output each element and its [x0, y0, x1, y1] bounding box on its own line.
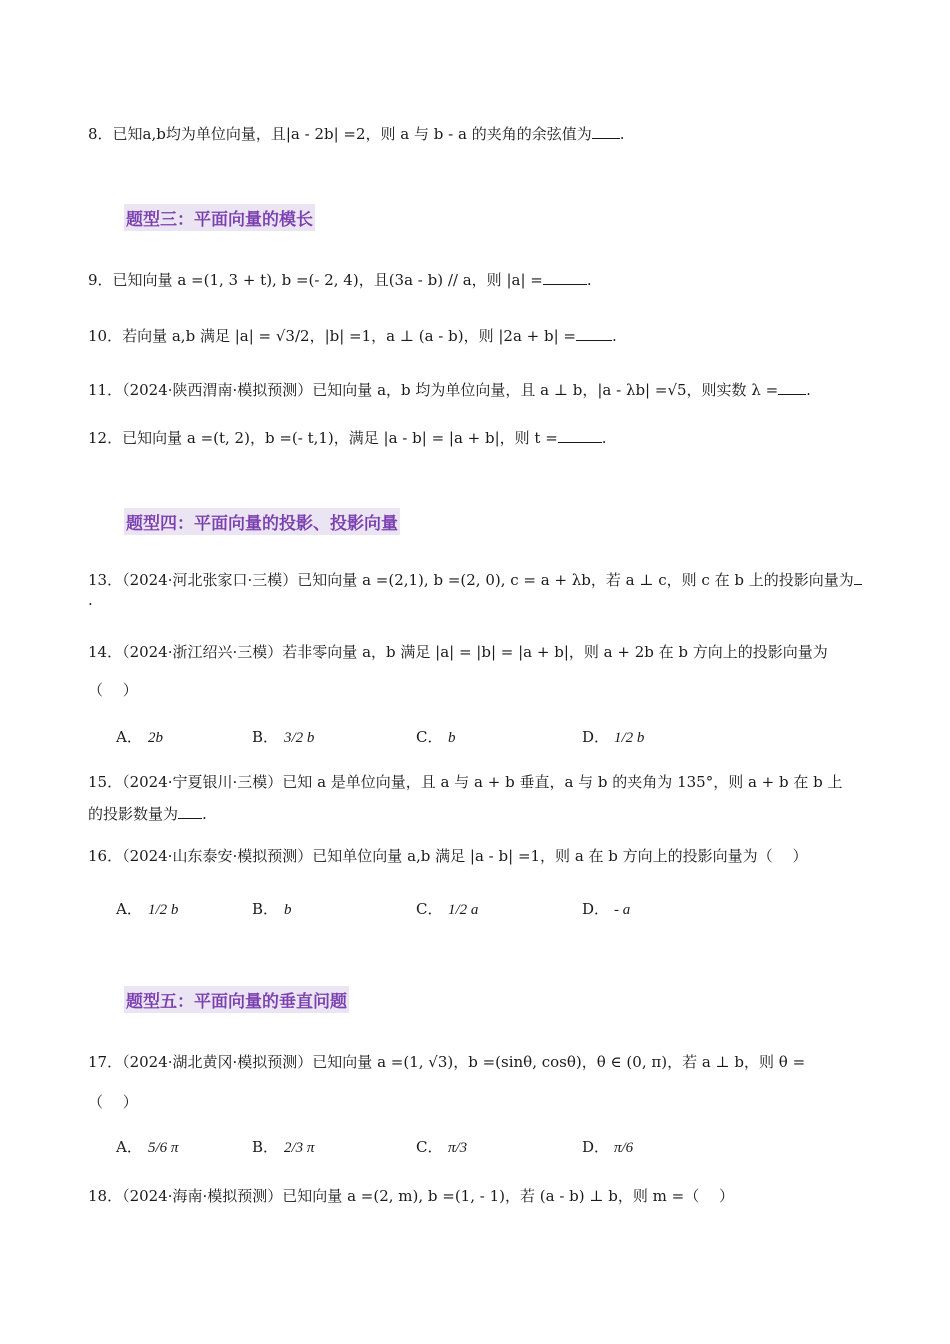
option-c[interactable]: C． π/3 — [416, 1138, 468, 1156]
answer-blank — [178, 804, 202, 819]
question-17: 17．（2024·湖北黄冈·模拟预测）已知向量 a =(1, √3)，b =(sinθ, cosθ)，θ ∈ (0, π)，若 a ⊥ b，则 θ = — [88, 1053, 806, 1071]
option-a[interactable]: A． 1/2 b — [116, 900, 179, 918]
option-a[interactable]: A． 2b — [116, 728, 163, 746]
option-d[interactable]: D． 1/2 b — [582, 728, 645, 746]
question-14: 14．（2024·浙江绍兴·三模）若非零向量 a，b 满足 |a| = |b| = |a + b|，则 a + 2b 在 b 方向上的投影向量为 — [88, 643, 828, 661]
option-b[interactable]: B． 2/3 π — [252, 1138, 315, 1156]
question-18: 18．（2024·海南·模拟预测）已知向量 a =(2, m), b =(1, - 1)，若 (a - b) ⊥ b，则 m =（ ） — [88, 1187, 734, 1205]
question-9: 9．已知向量 a =(1, 3 + t), b =(- 2, 4)，且(3a - b) // a，则 |a| = . — [88, 271, 592, 289]
question-12: 12．已知向量 a =(t, 2)，b =(- t,1)，满足 |a - b| = |a + b|，则 t = . — [88, 429, 607, 447]
option-c[interactable]: C． 1/2 a — [416, 900, 479, 918]
answer-blank — [592, 124, 620, 139]
option-a[interactable]: A． 5/6 π — [116, 1138, 179, 1156]
question-10: 10．若向量 a,b 满足 |a| = √3/2，|b| =1，a ⊥ (a - b)，则 |2a + b| = . — [88, 327, 617, 345]
section-heading-3: 题型三：平面向量的模长 — [124, 204, 315, 231]
option-b[interactable]: B． b — [252, 900, 292, 918]
question-11: 11．（2024·陕西渭南·模拟预测）已知向量 a，b 均为单位向量，且 a ⊥ b，|a - λb| =√5，则实数 λ = . — [88, 381, 811, 399]
question-16: 16．（2024·山东泰安·模拟预测）已知单位向量 a,b 满足 |a - b| =1，则 a 在 b 方向上的投影向量为（ ） — [88, 847, 808, 865]
section-heading-5: 题型五：平面向量的垂直问题 — [124, 986, 349, 1013]
question-15: 15．（2024·宁夏银川·三模）已知 a 是单位向量，且 a 与 a + b 垂直，a 与 b 的夹角为 135°，则 a + b 在 b 上 — [88, 773, 843, 791]
option-d[interactable]: D． - a — [582, 900, 631, 918]
answer-blank — [778, 380, 806, 395]
option-d[interactable]: D． π/6 — [582, 1138, 634, 1156]
answer-blank — [543, 270, 587, 285]
option-c[interactable]: C． b — [416, 728, 456, 746]
answer-blank — [576, 326, 612, 341]
question-15-cont: 的投影数量为 . — [88, 805, 207, 823]
question-13: 13．（2024·河北张家口·三模）已知向量 a =(2,1), b =(2, 0), c = a + λb，若 a ⊥ c，则 c 在 b 上的投影向量为 . — [88, 570, 868, 610]
answer-blank — [854, 570, 862, 585]
section-heading-4: 题型四：平面向量的投影、投影向量 — [124, 508, 400, 535]
question-8: 8．已知a,b均为单位向量，且|a - 2b| =2，则 a 与 b - a 的夹角的余弦值为 . — [88, 125, 625, 143]
question-14-paren: （ ） — [88, 681, 138, 699]
option-b[interactable]: B． 3/2 b — [252, 728, 315, 746]
question-17-paren: （ ） — [88, 1093, 138, 1111]
answer-blank — [558, 428, 602, 443]
